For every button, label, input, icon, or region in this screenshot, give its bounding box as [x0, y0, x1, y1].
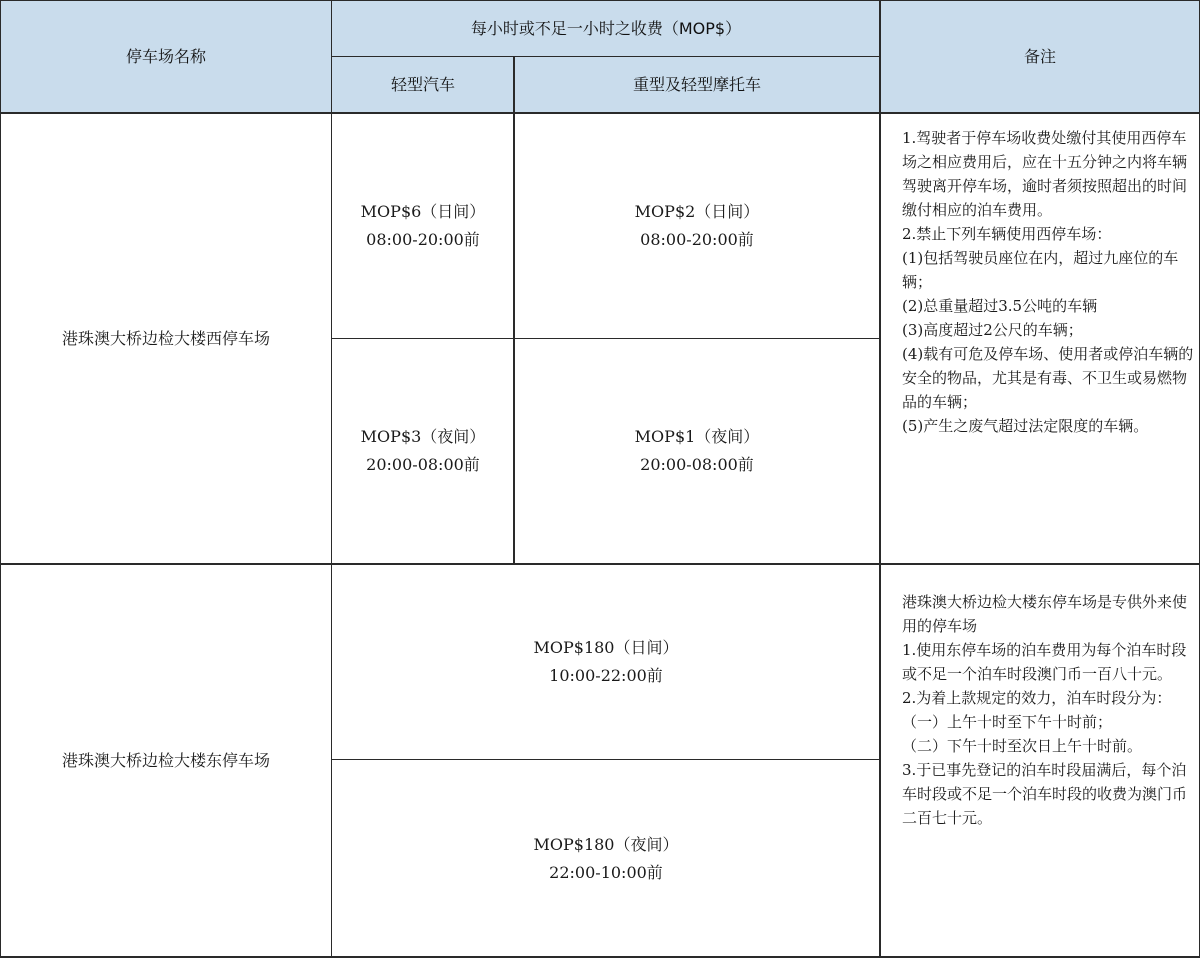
east-day-night-divider: [332, 759, 880, 760]
header-light-car: [332, 57, 514, 113]
east-day-fee: [332, 564, 880, 760]
west-motorcycle-night-fee: [514, 338, 880, 564]
west-car-night-fee: [332, 338, 514, 564]
west-remark-2: 2.禁止下列车辆使用西停车场：: [902, 225, 1112, 243]
west-remark-1: 1.驾驶者于停车场收费处缴付其使用西停车场之相应费用后，应在十五分钟之内将车辆驾驶离开停车场，逾时者须按照超出的时间缴付相应的泊车费用。: [902, 129, 1188, 219]
west-motorcycle-day-price: MOP$2（日间）: [634, 201, 760, 221]
west-remark-5: (3)高度超过2公尺的车辆；: [902, 321, 1083, 339]
header-remarks-text: 备注: [1023, 46, 1056, 66]
west-motorcycle-night-price: MOP$1（夜间）: [634, 427, 760, 446]
east-day-price: MOP$180（日间）: [533, 638, 679, 657]
west-remarks: [880, 126, 1200, 556]
header-parking-name: [0, 0, 332, 113]
east-remark-2: 1.使用东停车场的泊车费用为每个泊车时段或不足一个泊车时段澳门币一百八十元。: [902, 641, 1187, 683]
west-car-day-fee: [332, 113, 514, 338]
west-parking-name: [0, 113, 332, 564]
west-car-day-price: MOP$6（日间）: [360, 201, 486, 221]
west-remark-3: (1)包括驾驶员座位在内，超过九座位的车辆；: [902, 249, 1179, 291]
header-fee-divider: [332, 56, 880, 57]
west-car-night-time: 20:00-08:00前: [366, 455, 480, 474]
west-motorcycle-day-fee: [514, 113, 880, 338]
east-day-time: 10:00-22:00前: [549, 666, 663, 685]
header-parking-name-text: 停车场名称: [125, 46, 206, 66]
west-car-night-price: MOP$3（夜间）: [360, 427, 486, 446]
header-heavy-motorcycle-text: 重型及轻型摩托车: [632, 75, 761, 94]
west-remark-6: (4)载有可危及停车场、使用者或停泊车辆的安全的物品，尤其是有毒、不卫生或易燃物品的车辆；: [902, 345, 1194, 411]
header-remarks: [880, 0, 1200, 113]
east-remark-6: 3.于已事先登记的泊车时段届满后，每个泊车时段或不足一个泊车时段的收费为澳门币二百七十元。: [902, 761, 1188, 827]
east-remark-4: （一）上午十时至下午十时前；: [902, 713, 1113, 731]
west-car-day-time: 08:00-20:00前: [366, 229, 480, 249]
east-parking-name: [0, 564, 332, 958]
header-bottom-divider: [0, 112, 1200, 114]
east-remarks: [880, 590, 1200, 950]
west-vehicle-type-divider: [513, 57, 515, 564]
west-east-divider: [0, 563, 1200, 565]
header-light-car-text: 轻型汽车: [390, 75, 455, 94]
east-night-time: 22:00-10:00前: [549, 863, 663, 882]
east-remark-5: （二）下午十时至次日上午十时前。: [902, 737, 1143, 755]
east-night-fee: [332, 760, 880, 958]
east-parking-name-text: 港珠澳大桥边检大楼东停车场: [61, 751, 270, 770]
west-motorcycle-night-time: 20:00-08:00前: [640, 455, 754, 474]
east-remark-3: 2.为着上款规定的效力，泊车时段分为：: [902, 689, 1172, 707]
header-hourly-fee: [332, 0, 880, 57]
header-hourly-fee-text: 每小时或不足一小时之收费（MOP$）: [470, 18, 742, 38]
east-remark-1: 港珠澳大桥边检大楼东停车场是专供外来使用的停车场: [902, 593, 1188, 635]
remarks-column-divider: [879, 0, 881, 958]
west-parking-name-text: 港珠澳大桥边检大楼西停车场: [61, 328, 270, 348]
east-night-price: MOP$180（夜间）: [533, 835, 679, 854]
header-heavy-motorcycle: [514, 57, 880, 113]
west-remark-7: (5)产生之废气超过法定限度的车辆。: [902, 417, 1149, 435]
outer-border-left: [0, 0, 1, 958]
west-remark-4: (2)总重量超过3.5公吨的车辆: [902, 297, 1098, 315]
name-column-divider: [331, 0, 332, 958]
west-motorcycle-day-time: 08:00-20:00前: [640, 229, 754, 249]
outer-border-top: [0, 0, 1200, 1]
west-day-night-divider: [332, 338, 880, 339]
